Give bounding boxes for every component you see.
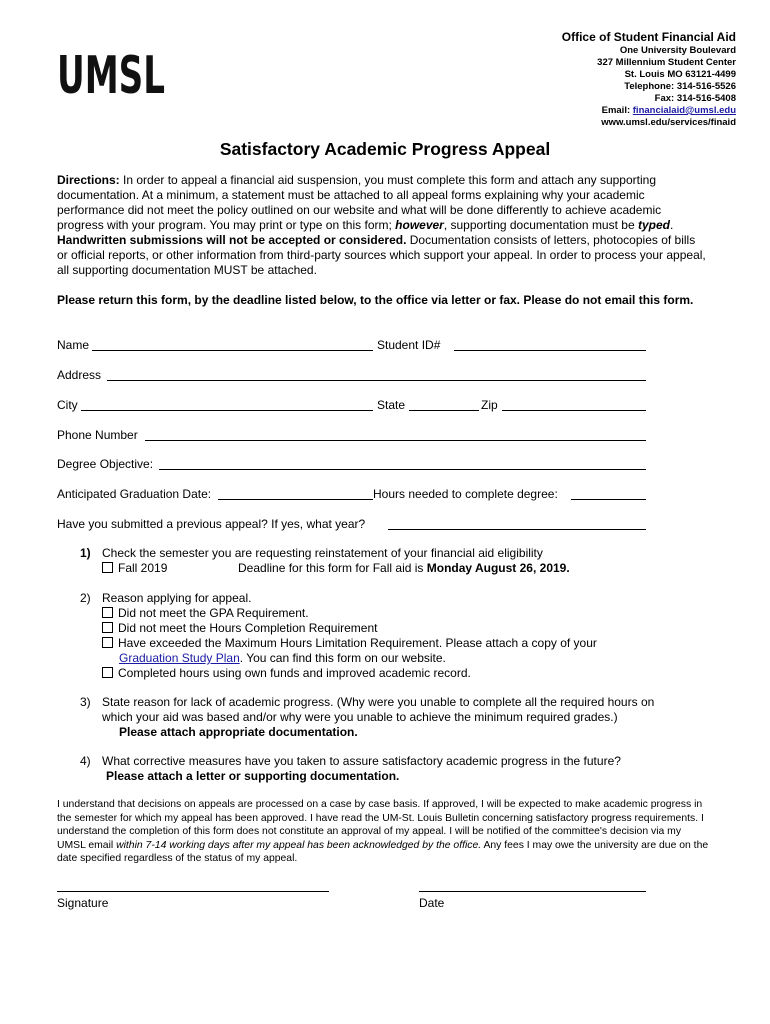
signature-label: Signature xyxy=(57,896,109,910)
office-info xyxy=(562,30,736,129)
deadline-date: Monday August 26, 2019. xyxy=(426,561,570,575)
however-text: however xyxy=(395,218,444,232)
hours-needed-label: Hours needed to complete degree: xyxy=(373,487,558,501)
hours-checkbox[interactable] xyxy=(102,622,113,633)
name-field[interactable] xyxy=(92,350,373,351)
hours-label: Did not meet the Hours Completion Requirement xyxy=(118,621,378,635)
document-title: Satisfactory Academic Progress Appeal xyxy=(219,139,551,159)
previous-appeal-field[interactable] xyxy=(388,529,646,530)
address-line-2: 327 Millennium Student Center xyxy=(597,57,736,68)
gpa-checkbox[interactable] xyxy=(102,607,113,618)
telephone: Telephone: 314-516-5526 xyxy=(624,81,736,92)
state-field[interactable] xyxy=(409,410,479,411)
item-2-text: Reason applying for appeal. xyxy=(102,591,252,605)
deadline-note xyxy=(238,561,570,576)
name-row xyxy=(57,338,647,354)
statement-text-2: Any fees I may owe the university are due on the date specified regardless of the status of my appeal. xyxy=(57,839,709,864)
phone-field[interactable] xyxy=(145,440,646,441)
email-line xyxy=(562,105,736,117)
directions-text-1: In order to appeal a financial aid suspension, you must complete this form and attach any supporting documentation. At a minimum, a statement must be attached to all appeal forms explaining why your academic performance did not meet the policy outlined on our website and what will be done differently to achieve academic progress with your program. You may print or type on this form; xyxy=(57,173,662,232)
item-4-note: Please attach a letter or supporting documentation. xyxy=(106,769,400,783)
item-2 xyxy=(80,591,680,683)
date-field[interactable] xyxy=(419,891,646,892)
item-1 xyxy=(80,546,680,580)
umsl-logo xyxy=(57,46,165,106)
item-1-number: 1) xyxy=(80,546,91,560)
fall-2019-checkbox[interactable] xyxy=(102,562,113,573)
city-label: City xyxy=(57,398,78,412)
option-hours xyxy=(102,621,682,636)
address-line-3: St. Louis MO 63121-4499 xyxy=(624,69,736,80)
item-3-text: State reason for lack of academic progress. (Why were you unable to complete all the required hours on which your aid was based and/or why were you unable to achieve the minimum required grades.) xyxy=(102,695,655,724)
logo-text: UMSL xyxy=(57,46,165,106)
degree-label: Degree Objective: xyxy=(57,457,154,471)
address-label: Address xyxy=(57,368,102,382)
address-row xyxy=(57,368,647,384)
max-hours-label: Have exceeded the Maximum Hours Limitation Requirement. Please attach a copy of your xyxy=(118,636,597,650)
item-3-note: Please attach appropriate documentation. xyxy=(119,725,358,739)
fax: Fax: 314-516-5408 xyxy=(654,93,736,104)
statement-italic: within 7-14 working days after my appeal has been acknowledged by the office. xyxy=(116,839,482,851)
city-row xyxy=(57,398,647,414)
return-note: Please return this form, by the deadline listed below, to the office via letter or fax. Please do not email this form. xyxy=(57,293,694,307)
directions-label: Directions: xyxy=(57,173,120,187)
degree-field[interactable] xyxy=(159,469,646,470)
name-label: Name xyxy=(57,338,90,352)
statement-text-1: I understand that decisions on appeals are processed on a case by case basis. If approved, I will be expected to make academic progress in the semester for which my appeal has been approved. I have read the UM-St. Louis Bulletin concerning satisfactory progress requirements. I understand the completion of this form does not constitute an approval of my appeal. I will be notified of the committee's decision via my UMSL email xyxy=(57,799,704,851)
website: www.umsl.edu/services/finaid xyxy=(601,117,736,128)
option-own-funds xyxy=(102,666,682,681)
phone-label: Phone Number xyxy=(57,428,138,442)
degree-row xyxy=(57,457,647,473)
option-gpa xyxy=(102,606,682,621)
graduation-study-plan-link[interactable]: Graduation Study Plan xyxy=(119,651,240,665)
directions-period: . xyxy=(669,218,674,232)
directions-text-3: Documentation consists of letters, photocopies of bills or official reports, or other information from third-party sources which support your appeal. In order to process your appeal, all supporting documentation MUST be attached. xyxy=(57,233,706,277)
city-field[interactable] xyxy=(81,410,373,411)
item-3 xyxy=(80,695,680,741)
fall-2019-label: Fall 2019 xyxy=(118,561,168,575)
max-hours-checkbox[interactable] xyxy=(102,637,113,648)
handwritten-warning: Handwritten submissions will not be accepted or considered. xyxy=(57,233,407,247)
zip-field[interactable] xyxy=(502,410,646,411)
own-funds-checkbox[interactable] xyxy=(102,667,113,678)
item-3-number: 3) xyxy=(80,695,91,709)
item-4-number: 4) xyxy=(80,754,91,768)
directions xyxy=(57,173,709,278)
item-4 xyxy=(80,754,680,786)
gpa-label: Did not meet the GPA Requirement. xyxy=(118,606,309,620)
student-id-field[interactable] xyxy=(454,350,646,351)
zip-label: Zip xyxy=(481,398,498,412)
previous-appeal-label: Have you submitted a previous appeal? If yes, what year? xyxy=(57,517,366,531)
hours-needed-field[interactable] xyxy=(571,499,646,500)
state-label: State xyxy=(377,398,406,412)
deadline-text: Deadline for this form for Fall aid is xyxy=(238,561,427,575)
previous-appeal-row xyxy=(57,517,647,533)
item-1-text: Check the semester you are requesting reinstatement of your financial aid eligibility xyxy=(102,546,543,560)
grad-date-field[interactable] xyxy=(218,499,373,500)
email-label: Email: xyxy=(601,105,633,116)
graduation-row xyxy=(57,487,647,503)
typed-text: typed xyxy=(637,218,670,232)
max-hours-rest: . You can find this form on our website. xyxy=(239,651,446,665)
phone-row xyxy=(57,428,647,444)
email-link[interactable]: financialaid@umsl.edu xyxy=(632,105,736,116)
student-id-label: Student ID# xyxy=(377,338,441,352)
acknowledgement-statement xyxy=(57,798,711,866)
directions-text-2: , supporting documentation must be xyxy=(443,218,638,232)
signature-field[interactable] xyxy=(57,891,329,892)
address-field[interactable] xyxy=(107,380,646,381)
address-line-1: One University Boulevard xyxy=(619,45,736,56)
option-max-hours xyxy=(102,636,682,651)
office-title: Office of Student Financial Aid xyxy=(561,30,736,44)
item-2-number: 2) xyxy=(80,591,91,605)
item-4-text: What corrective measures have you taken to assure satisfactory academic progress in the future? xyxy=(102,754,621,768)
date-label: Date xyxy=(419,896,445,910)
max-hours-continuation xyxy=(102,651,682,666)
grad-date-label: Anticipated Graduation Date: xyxy=(57,487,212,501)
own-funds-label: Completed hours using own funds and improved academic record. xyxy=(118,666,471,680)
